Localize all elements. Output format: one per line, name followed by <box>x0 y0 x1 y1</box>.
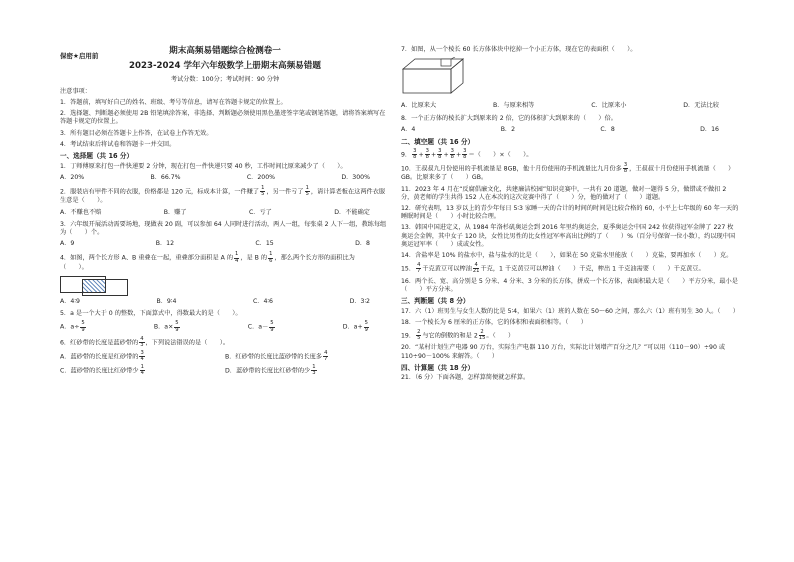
question-5: 5．a 是一个大于 0 的整数，下面算式中，得数最大的是（ ）。 <box>60 310 242 318</box>
overlap-rectangles-figure <box>60 275 130 295</box>
options-1 <box>60 174 390 182</box>
question-2: 2．服装店有甲件不同的衣服，价格都是 120 元，标成本计算，一件赚了 $\frac{1}{5}$ ，另一件亏了 $\frac{1}{5}$ ，请计算老板在这两件衣服生意是（ ）。 <box>60 185 386 205</box>
note-item: 2．选择题、判断题必须使用 2B 铅笔填涂答案，非选择、判断题必须使用黑色墨迹签字笔或钢笔答题，请将答案填写在答题卡规定的位置上。 <box>60 110 386 126</box>
option[interactable]: B．9∶4 <box>156 298 177 306</box>
option[interactable]: B．红砂带的长度比蓝砂带的长度多 $\frac{4}{7}$ <box>225 350 328 363</box>
question-4: 4．如图，两个长方形 A、B 重叠在一起，重叠部分面积是 A 的 $\frac{1}{4}$ ，是 B 的 $\frac{1}{6}$ ，那么两个长方形的面积比为 （ ）。 <box>60 251 355 271</box>
question-12: 12．研究表明，13 岁以上的青少年每日 5∶3 家睡一天的合计的时间的时间是比较合格的 60，小平上七年级的 60 年一天的睡眠时间是（ ）小时比较合理。 <box>401 205 739 221</box>
question-9: 9． $\frac{3}{8}$ + $\frac{3}{8}$ + $\frac{3}{8}$ + $\frac{3}{8}$ + $\frac{3}{8}$ ＝（ ）×（ ）。 <box>401 147 533 160</box>
exam-title: 期末高频易错题综合检测卷一 <box>169 46 281 56</box>
option[interactable]: A．蓝砂带的长度是红砂带的 $\frac{3}{4}$ <box>60 350 144 363</box>
right-column <box>401 46 739 386</box>
fraction: $\frac{1}{5}$ <box>261 185 265 198</box>
fraction: $\frac{1}{4}$ <box>235 251 239 264</box>
question-15: 15． $\frac{4}{7}$ 千克黄豆可以榨油 $\frac{4}{21}$ 千克，1 千克黄豆可以榨油（ ）千克，榨出 1 千克油需要（ ）千克黄豆。 <box>401 262 705 275</box>
note-item: 4．考试结束后将试卷和答题卡一并交回。 <box>60 140 176 148</box>
options-4 <box>60 298 390 306</box>
left-column <box>60 46 390 380</box>
option[interactable]: D．不能确定 <box>334 208 370 216</box>
option[interactable]: C．200% <box>246 173 276 181</box>
option[interactable]: C．8 <box>600 125 615 133</box>
notes-heading: 注意事项： <box>60 87 91 95</box>
option[interactable]: C．蓝砂带的长度比红砂带少 $\frac{1}{4}$ <box>60 363 144 376</box>
exam-meta: 考试分数：100分；考试时间：90 分钟 <box>170 75 280 83</box>
option[interactable]: B．赚了 <box>163 208 187 216</box>
question-13: 13．韩国中国进定义，从 1984 年洛杉矶奥运会到 2016 年里约奥运会，夏季奥运会中国 242 位获得冠军金牌了 227 枚奥运会金牌，其中女子 120 块，女性比男性的比女性冠军率高出比例约了（ ）%（百分号保留一位小数），约以现中国奥运冠军率（ ）成或女性。 <box>401 224 736 248</box>
option[interactable]: D．16 <box>700 125 719 133</box>
exam-subtitle: 2023-2024 学年六年级数学上册期末高频易错题 <box>129 61 321 72</box>
question-8: 8．一个正方体的棱长扩大到原来的 2 倍，它的体积扩大到原来的（ ）倍。 <box>401 114 617 122</box>
question-1: 1．丁师傅原来打包一件快递要 2 分钟，现在打包一件快递只要 40 秒，工作时间比原来减少了（ ）。 <box>60 162 347 170</box>
option[interactable]: C．4∶6 <box>252 298 273 306</box>
options-2 <box>60 209 390 217</box>
option[interactable]: C．15 <box>255 240 274 248</box>
question-7: 7．如图，从一个棱长 60 长方体体块中挖掉一个小正方体，现在它的表面积（ ）。 <box>401 46 637 53</box>
options-6 <box>60 351 390 376</box>
question-11: 11．2023 年 4 月在“反腐倡廉文化，共建廉洁校园”知识竞赛中，一共有 20 道题，做对一题得 5 分，做错或不做扣 2 分，黄老师的学生共得 152 人在本次的这次竞赛中得了（ ）分，他的做对了（ ）道题。 <box>401 185 727 201</box>
option[interactable]: D．300% <box>341 173 370 181</box>
options-7 <box>401 102 739 110</box>
options-3 <box>60 240 390 248</box>
cuboid-figure <box>401 57 739 98</box>
fraction: $\frac{1}{5}$ <box>305 185 309 198</box>
question-21: 21．（6 分）下面各题，怎样算简便就怎样算。 <box>401 374 530 382</box>
section-heading: 二、填空题（共 16 分） <box>401 137 475 146</box>
note-item: 3．所有题目必须在答题卡上作答，在试卷上作答无效。 <box>60 129 213 137</box>
option[interactable]: A．比原来大 <box>401 102 437 110</box>
option[interactable]: A．4 <box>401 125 416 133</box>
note-item: 1．答题前，填写好自己的姓名、班级、考号等信息，请写在答题卡规定的位置上。 <box>60 99 287 107</box>
option[interactable]: D．a+ $\frac{5}{9}$ <box>342 320 368 333</box>
option[interactable]: B．12 <box>155 240 175 248</box>
option[interactable]: B．66.7% <box>150 173 181 181</box>
option[interactable]: C．亏了 <box>248 208 272 216</box>
question-6: 6．红砂带的长度是蓝砂带的 $\frac{4}{3}$ ，下列说法错误的是（ ）。 <box>60 335 230 348</box>
option[interactable]: D．蓝砂带的长度比红砂带的少 $\frac{1}{3}$ <box>225 363 316 376</box>
question-17: 17．六（1）班男生与女生人数的比是 5∶4，如果六（1）班的人数在 50～60 之间，那么六（1）班有男生 30 人。（ ） <box>401 307 739 315</box>
option[interactable]: A．不赚也不赔 <box>60 208 102 216</box>
section-heading: 四、计算题（共 18 分） <box>401 363 475 372</box>
option[interactable]: A．20% <box>60 173 85 181</box>
option[interactable]: D．8 <box>355 240 370 248</box>
question-18: 18．一个棱长为 6 厘米的正方体，它的体积和表面积相等。（ ） <box>401 318 587 326</box>
option[interactable]: A．a÷ $\frac{5}{9}$ <box>60 320 85 333</box>
option[interactable]: D．无法比较 <box>683 102 719 110</box>
option[interactable]: C．a－ $\frac{5}{9}$ <box>247 320 274 333</box>
option[interactable]: A．9 <box>60 240 75 248</box>
question-19: 19． $\frac{2}{5}$ 与它的倒数的和是 2 $\frac{2}{15}$ 。（ ） <box>401 329 515 342</box>
section-heading: 三、判断题（共 8 分） <box>401 296 470 305</box>
question-14: 14．含盐率是 10% 的盐水中，盐与盐水的比是（ ），如果在 50 克盐水里能放（ ）克盐，要再加水（ ）克。 <box>401 251 733 259</box>
option[interactable]: B．2 <box>500 125 516 133</box>
options-8 <box>401 126 739 134</box>
question-20: 20．“某村计划生产电器 90 万台，实际生产电器 110 万台，实际比计划增产百分之几？”可以用（110－90）÷90 或 110÷90－100% 来解答。（ ） <box>401 344 726 360</box>
option[interactable]: D．3∶2 <box>349 298 370 306</box>
option[interactable]: C．比原来小 <box>591 102 627 110</box>
fraction: $\frac{4}{3}$ <box>140 335 144 348</box>
question-3: 3．六年级开展活动需要场地，现做表 20 副，可以参加 64 人同时进行活动，两人一组，每张桌 2 人下一组，教练每组为（ ）个。 <box>60 220 387 237</box>
option[interactable]: B．a× $\frac{5}{9}$ <box>153 320 179 333</box>
fraction: $\frac{1}{6}$ <box>269 251 273 264</box>
option[interactable]: A．4∶9 <box>60 298 80 306</box>
option[interactable]: B．与原来相等 <box>493 102 535 110</box>
confidential-label: 保密★启用前 <box>60 52 99 60</box>
question-16: 16．两个长、宽、高分别是 5 分米、4 分米、3 分米的长方体，拼成一个长方体，表面积最大是（ ）平方分米，最小是（ ）平方分米。 <box>401 277 738 293</box>
options-5 <box>60 321 390 332</box>
section-heading: 一、选择题（共 16 分） <box>60 152 134 160</box>
question-10: 10．王叔叔九月份使用的手机流量是 8GB，他十月份使用的手机流量比九月份多 $\frac{3}{8}$ ，王叔叔十月份使用手机流量（ ）GB。比原来多了（ ）GB。 <box>401 162 735 182</box>
